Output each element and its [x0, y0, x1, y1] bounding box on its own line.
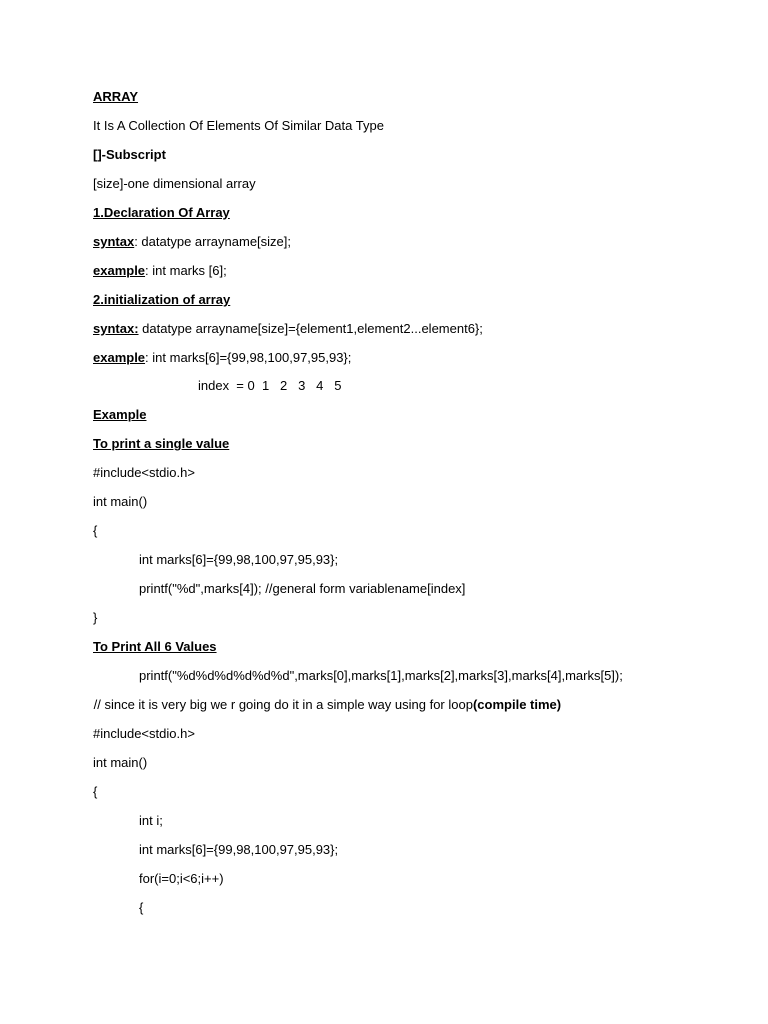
code-line: for(i=0;i<6;i++): [139, 871, 224, 886]
comment-bold: (compile time): [472, 697, 562, 712]
array-definition: It Is A Collection Of Elements Of Similar Data Type: [93, 118, 384, 133]
example-label: example: [93, 350, 146, 365]
syntax-text: datatype arrayname[size]={element1,element2...element6};: [138, 321, 483, 336]
syntax-label: syntax:: [93, 321, 139, 336]
syntax-text: : datatype arrayname[size];: [134, 234, 292, 249]
example-text: : int marks[6]={99,98,100,97,95,93};: [145, 350, 352, 365]
initialization-heading: 2.initialization of array: [93, 292, 231, 307]
code-line: printf("%d",marks[4]); //general form variablename[index]: [139, 581, 466, 596]
example-heading: Example: [93, 407, 147, 422]
declaration-example-line: [93, 263, 227, 279]
code-line: int marks[6]={99,98,100,97,95,93};: [139, 842, 339, 857]
code-line: {: [93, 523, 98, 538]
declaration-syntax-line: [93, 234, 291, 250]
one-dimensional-note: [size]-one dimensional array: [93, 176, 256, 191]
code-line: int main(): [93, 755, 148, 770]
syntax-label: syntax: [93, 234, 135, 249]
example-label: example: [93, 263, 146, 278]
comment-line: [90, 697, 561, 713]
example-text: : int marks [6];: [145, 263, 227, 278]
code-line: int main(): [93, 494, 148, 509]
subscript-note: []-Subscript: [93, 147, 166, 162]
index-line: index = 0 1 2 3 4 5: [198, 378, 342, 393]
all-values-heading: To Print All 6 Values: [93, 639, 217, 654]
heading-array: ARRAY: [93, 89, 139, 104]
declaration-heading: 1.Declaration Of Array: [93, 205, 230, 220]
initialization-example-line: [93, 350, 351, 366]
code-line: {: [139, 900, 144, 915]
comment-text: // since it is very big we r going do it in a simple way using for loop: [90, 697, 473, 712]
code-line: {: [93, 784, 98, 799]
initialization-syntax-line: [93, 321, 483, 337]
code-line: #include<stdio.h>: [93, 726, 195, 741]
code-line: int i;: [139, 813, 163, 828]
single-value-heading: To print a single value: [93, 436, 230, 451]
code-line: int marks[6]={99,98,100,97,95,93};: [139, 552, 339, 567]
code-line: printf("%d%d%d%d%d%d",marks[0],marks[1],marks[2],marks[3],marks[4],marks[5]);: [139, 668, 623, 683]
code-line: #include<stdio.h>: [93, 465, 195, 480]
code-line: }: [93, 610, 98, 625]
